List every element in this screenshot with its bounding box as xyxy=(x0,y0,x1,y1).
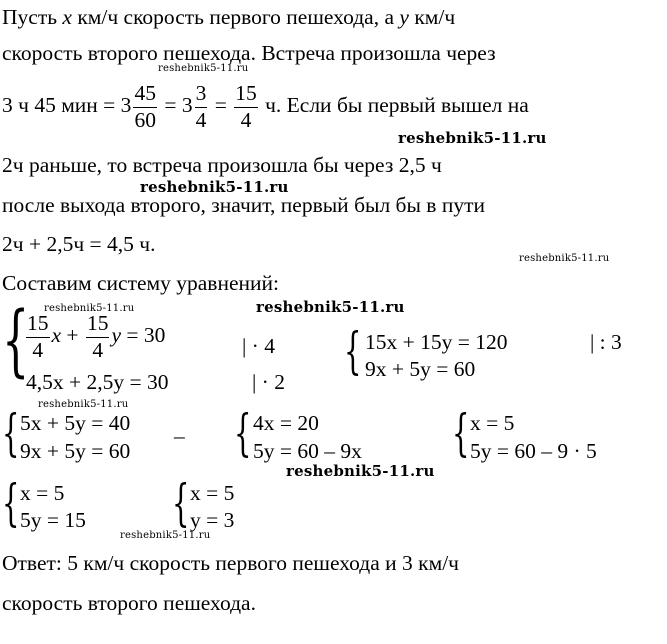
watermark: reshebnik5-11.ru xyxy=(286,462,435,480)
text: км/ч xyxy=(408,5,456,29)
system-6-row-1: x = 5 xyxy=(20,481,65,505)
watermark: reshebnik5-11.ru xyxy=(140,178,289,196)
var-x: x xyxy=(62,5,72,29)
text: ч. Если бы первый вышел на xyxy=(259,93,529,117)
system-3-row-1: 5x + 5y = 40 xyxy=(20,411,131,435)
system-3-operator: – xyxy=(174,424,185,448)
system-2-row-1: 15x + 15y = 120 xyxy=(365,330,508,354)
watermark: reshebnik5-11.ru xyxy=(38,399,129,410)
system-7-row-1: x = 5 xyxy=(190,481,235,505)
system-1-row-2: 4,5x + 2,5y = 30 xyxy=(26,370,169,394)
left-brace-icon: { xyxy=(2,404,20,462)
answer-line-1: Ответ: 5 км/ч скорость первого пешехода и 3 км/ч xyxy=(2,551,459,575)
fraction-15-4: $\frac{15}{4}$ xyxy=(27,311,49,362)
fraction-15-4: $\frac{15}{4}$ xyxy=(235,81,257,132)
answer-line-2: скорость второго пешехода. xyxy=(2,591,256,615)
text: км/ч скорость первого пешехода, а xyxy=(71,5,400,29)
left-brace-icon: { xyxy=(2,296,30,386)
system-7-row-2: y = 3 xyxy=(190,508,235,532)
text-line-2: скорость второго пешехода. Встреча произошла через xyxy=(2,41,496,65)
watermark: reshebnik5-11.ru xyxy=(519,253,610,264)
left-brace-icon: { xyxy=(452,404,470,462)
watermark: reshebnik5-11.ru xyxy=(256,298,405,316)
watermark: reshebnik5-11.ru xyxy=(398,129,547,147)
left-brace-icon: { xyxy=(234,404,252,462)
system-6-row-2: 5y = 15 xyxy=(20,508,86,532)
text-line-4: 2ч раньше, то встреча произошла бы через 2,5 ч xyxy=(2,153,442,177)
system-1-row-1: $\frac{15}{4}$ x + $\frac{15}{4}$ y = 30 xyxy=(27,311,166,362)
system-5-row-2: 5y = 60 – 9 · 5 xyxy=(470,439,597,463)
left-brace-icon: { xyxy=(2,474,20,532)
text: 3 ч 45 мин = 3 xyxy=(2,93,132,117)
text: = xyxy=(209,93,233,117)
var-y: y xyxy=(399,5,409,29)
text-line-7: Составим систему уравнений: xyxy=(2,271,280,295)
system-2-row-2: 9x + 5y = 60 xyxy=(365,357,476,381)
system-1-multiplier-1: | · 4 xyxy=(242,334,275,358)
system-3-row-2: 9x + 5y = 60 xyxy=(20,439,131,463)
system-5-row-1: x = 5 xyxy=(470,411,515,435)
text-line-5: после выхода второго, значит, первый был бы в пути xyxy=(2,193,485,217)
system-2-operator: | : 3 xyxy=(590,330,622,354)
watermark: reshebnik5-11.ru xyxy=(158,63,249,74)
system-4-row-1: 4x = 20 xyxy=(253,411,319,435)
text: = 3 xyxy=(158,93,193,117)
text-line-1 xyxy=(2,4,455,30)
system-1-multiplier-2: | · 2 xyxy=(252,370,285,394)
left-brace-icon: { xyxy=(344,322,362,380)
watermark: reshebnik5-11.ru xyxy=(44,303,135,314)
fraction-3-4: $\frac{3}{4}$ xyxy=(195,81,207,132)
fraction-45-60: $\frac{45}{60}$ xyxy=(134,81,156,132)
text-line-6: 2ч + 2,5ч = 4,5 ч. xyxy=(2,232,156,256)
fraction-15-4: $\frac{15}{4}$ xyxy=(86,311,109,362)
left-brace-icon: { xyxy=(172,474,190,532)
system-4-row-2: 5y = 60 – 9x xyxy=(253,439,362,463)
text: Пусть xyxy=(2,5,63,29)
watermark: reshebnik5-11.ru xyxy=(120,530,211,541)
text-line-3 xyxy=(2,80,529,130)
